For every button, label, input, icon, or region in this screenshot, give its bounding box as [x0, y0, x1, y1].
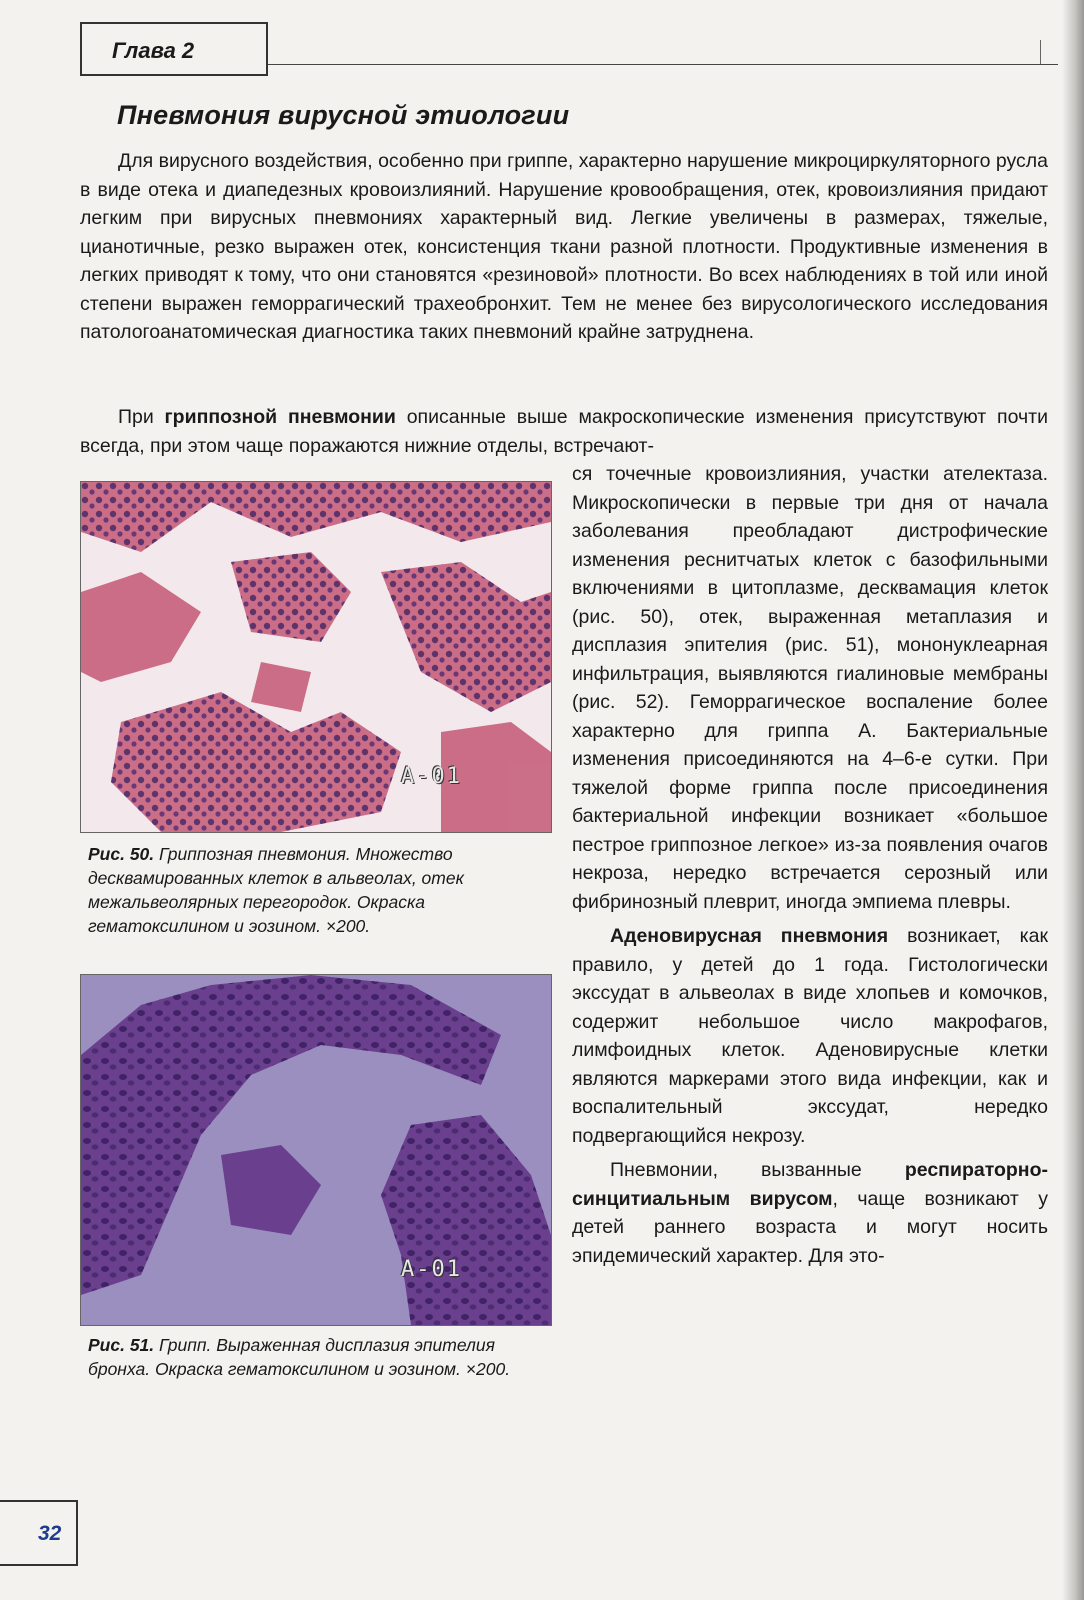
paragraph-influenza-lead — [80, 403, 1048, 460]
paragraph-text: , чаще возникают у детей раннего возраста и могут носить эпидемический характер. Для это- — [572, 1187, 1048, 1267]
micrograph-purple-image — [81, 975, 551, 1325]
figure-51-caption — [88, 1333, 548, 1381]
figure-50-micrograph — [80, 481, 552, 833]
paragraph-intro: Для вирусного воздействия, особенно при гриппе, характерно нарушение микроциркуляторного русла в виде отека и диапедезных кровоизлияний. Нарушение кровообращения, отек, кровоизлияния придают легким при вирусных пневмониях характерный вид. Легкие увеличены в размерах, тяжелые, цианотичные, резко выражен отек, консистенция ткани разной плотности. Продуктивные изменения в легких приводят к тому, что они становятся «резиновой» плотности. Во всех наблюдениях в той или иной степени выражен геморрагический трахеобронхит. Тем не менее без вирусологического исследования патологоанатомическая диагностика таких пневмоний крайне затруднена. — [80, 150, 1048, 343]
chapter-header-box — [80, 22, 268, 76]
caption-text: Грипп. Выраженная дисплазия эпителия бронха. Окраска гематоксилином и эозином. ×200. — [88, 1335, 511, 1379]
figure-51-micrograph — [80, 974, 552, 1326]
page-number: 32 — [38, 1522, 62, 1545]
term-rsv: респираторно-синцитиальным вирусом — [572, 1159, 1048, 1210]
paragraph-text: Пневмонии, вызванные — [610, 1159, 905, 1181]
right-text-column — [572, 460, 1048, 1270]
page-edge-shadow — [1062, 0, 1084, 1600]
chapter-label: Глава 2 — [112, 38, 195, 63]
term-influenza-pneumonia: гриппозной пневмонии — [164, 406, 396, 428]
caption-text: Гриппозная пневмония. Множество десквамированных клеток в альвеолах, отек межальвеолярных перегородок. Окраска гематоксилином и эозином. ×200. — [88, 844, 464, 936]
paragraph-text: При — [118, 406, 165, 428]
paragraph-text: возникает, как правило, у детей до 1 года. Гистологически экссудат в альвеолах в виде хлопьев и комочков, содержит небольшое число макрофагов, лимфоидных клеток. Аденовирусные клетки являются маркерами этого вида инфекции, как и воспалительный экссудат, нередко подвергающийся некрозу. — [572, 925, 1048, 1147]
paragraph-text: описанные выше макроскопические изменения присутствуют почти всегда, при этом чаще поражаются нижние отделы, встречают- — [80, 406, 1048, 457]
figure-label: Рис. 51. — [88, 1335, 155, 1355]
micrograph-pink-image — [81, 482, 551, 832]
figure-badge: A-01 — [401, 1257, 462, 1282]
paragraph-adenovirus — [572, 922, 1048, 1150]
term-adenovirus-pneumonia: Аденовирусная пневмония — [610, 925, 889, 947]
header-rule — [268, 64, 1058, 65]
section-title: Пневмония вирусной этиологии — [117, 100, 570, 130]
figure-badge: A-01 — [401, 764, 462, 789]
paragraph-influenza-cont: ся точечные кровоизлияния, участки ателектаза. Микроскопически в первые три дня от начала заболевания преобладают дистрофические изменения реснитчатых клеток с базофильными включениями в цитоплазме, десквамация клеток (рис. 50), отек, выраженная метаплазия и дисплазия эпителия (рис. 51), мононуклеарная инфильтрация, выявляются гиалиновые мембраны (рис. 52). Геморрагическое воспаление более характерно для гриппа А. Бактериальные изменения присоединяются на 4–6-е сутки. При тяжелой форме гриппа после присоединения бактериальной инфекции возникает «большое пестрое гриппозное легкое» из-за появления очагов некроза, нередко встречается серозный или фибринозный плеврит, иногда эмпиема плевры. — [572, 463, 1048, 913]
figure-50-caption — [88, 842, 548, 938]
paragraph-rsv — [572, 1156, 1048, 1270]
page-number-box — [0, 1500, 78, 1566]
figure-label: Рис. 50. — [88, 844, 155, 864]
header-tick — [1040, 40, 1041, 64]
